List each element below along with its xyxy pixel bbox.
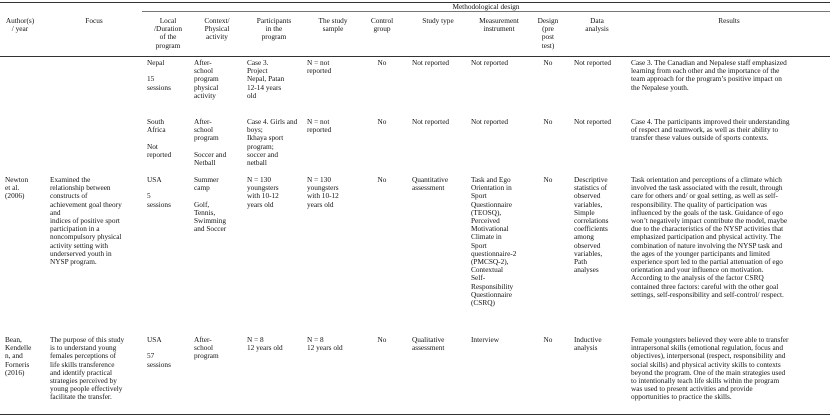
cell-analysis: Inductive analysis <box>574 335 602 353</box>
column-header-instrument: Measurement instrument <box>479 16 519 34</box>
group-header: Methodological design <box>452 2 520 11</box>
cell-design: No <box>543 58 553 67</box>
cell-study-type: Not reported <box>412 58 450 67</box>
cell-local: USA 57 sessions <box>147 335 171 369</box>
cell-local: Nepal 15 sessions <box>147 58 171 92</box>
cell-focus: Examined the relationship between constructs of achievement goal theory and indices of positive sport participation in a noncompulsory physical activity setting with underserved youth in NYSP program. <box>50 175 122 267</box>
cell-sample: N = not reported <box>307 117 332 135</box>
column-header-study-type: Study type <box>422 16 454 25</box>
cell-participants: N = 8 12 years old <box>247 335 283 353</box>
cell-participants: N = 130 youngsters with 10-12 years old <box>247 175 279 209</box>
cell-results: Case 3. The Canadian and Nepalese staff emphasized learning from each other and the importance of the team approach for the program’s positive impact on the Nepalese youth. <box>631 58 787 92</box>
cell-control: No <box>377 335 387 344</box>
cell-analysis: Descriptive statistics of observed variables, Simple correlations coefficients among observed variables, Path analyses <box>574 175 609 275</box>
column-header-local: Local /Duration of the program <box>154 16 182 50</box>
cell-control: No <box>377 58 387 67</box>
cell-participants: Case 3. Project Nepal, Patan 12-14 years old <box>247 58 285 100</box>
cell-analysis: Not reported <box>574 58 612 67</box>
cell-sample: N = 8 12 years old <box>307 335 343 353</box>
cell-control: No <box>377 117 387 126</box>
cell-control: No <box>377 175 387 184</box>
cell-author: Bean, Kendelle n, and Forneris (2016) <box>5 335 32 377</box>
cell-study-type: Not reported <box>412 117 450 126</box>
column-header-author: Author(s) / year <box>5 16 35 34</box>
cell-focus: The purpose of this study is to understand young females perceptions of life skills transference and identify practical strategies perceived by young people effectively facilitate the transfer. <box>50 335 125 402</box>
column-header-context: Context/ Physical activity <box>204 16 230 42</box>
table-bottom-rule <box>0 414 830 415</box>
cell-instrument: Task and Ego Orientation in Sport Questionnaire (TEOSQ), Perceived Motivational Climate in Sport questionnaire-2 (PMCSQ-2), Contextual Self- Responsibility Questionnaire (CSRQ) <box>471 175 517 308</box>
cell-context: Summer camp Golf, Tennis, Swimming and Soccer <box>194 175 227 234</box>
cell-results: Case 4. The participants improved their understanding of respect and teamwork, as well as their ability to transfer these values outside of sports contexts. <box>631 117 790 143</box>
cell-instrument: Interview <box>471 335 499 344</box>
cell-context: After- school program <box>194 335 219 361</box>
cell-local: South Africa Not reported <box>147 117 172 159</box>
cell-instrument: Not reported <box>471 58 509 67</box>
header-bottom-rule <box>0 56 830 57</box>
cell-results: Female youngsters believed they were able to transfer intrapersonal skills (emotional regulation, focus and objectives), interpersonal (respect, responsibility and social skills) and physical activity skills to contexts beyond the program. One of the main strategies used to intentionally teach life skills within the program was used to present activities and provide opportunities to practice the skills. <box>631 335 789 402</box>
cell-design: No <box>543 335 553 344</box>
column-header-design: Design (pre post test) <box>537 16 559 50</box>
column-header-focus: Focus <box>85 16 103 25</box>
column-header-analysis: Data analysis <box>585 16 609 34</box>
cell-participants: Case 4. Girls and boys; Ikhaya sport program; soccer and netball <box>247 117 298 168</box>
cell-design: No <box>543 117 553 126</box>
cell-analysis: Not reported <box>574 117 612 126</box>
cell-results: Task orientation and perceptions of a climate which involved the task associated with the result, through care for others and/ or goal setting, as well as self- responsibility. The quality of participation was influenced by the goals of the task. Guidance of ego won’t negatively impact contribute the model, maybe due to the characteristics of the NYSP activities that emphasized participation and physical activity. The combination of nature involving the NYSP task and the ages of the younger participants and limited experience sport led to the partial attenuation of ego orientation and your influence on motivation. According to the analysis of the factor CSRQ contained three factors: careful with the other goal settings, self-responsibility and self-control/ respect. <box>631 175 788 299</box>
cell-author: Newton et al. (2006) <box>5 175 29 201</box>
column-header-sample: The study sample <box>318 16 348 34</box>
cell-study-type: Qualitative assessment <box>412 335 445 353</box>
column-header-participants: Participants in the program <box>256 16 292 42</box>
cell-sample: N = 130 youngsters with 10-12 years old <box>307 175 339 209</box>
cell-sample: N = not reported <box>307 58 332 76</box>
cell-study-type: Quantitative assessment <box>412 175 449 193</box>
column-header-results: Results <box>718 16 740 25</box>
column-header-control: Control group <box>370 16 394 34</box>
cell-instrument: Not reported <box>471 117 509 126</box>
cell-context: After- school program Soccer and Netball <box>194 117 227 168</box>
cell-local: USA 5 sessions <box>147 175 171 209</box>
cell-design: No <box>543 175 553 184</box>
cell-context: After- school program physical activity <box>194 58 219 100</box>
